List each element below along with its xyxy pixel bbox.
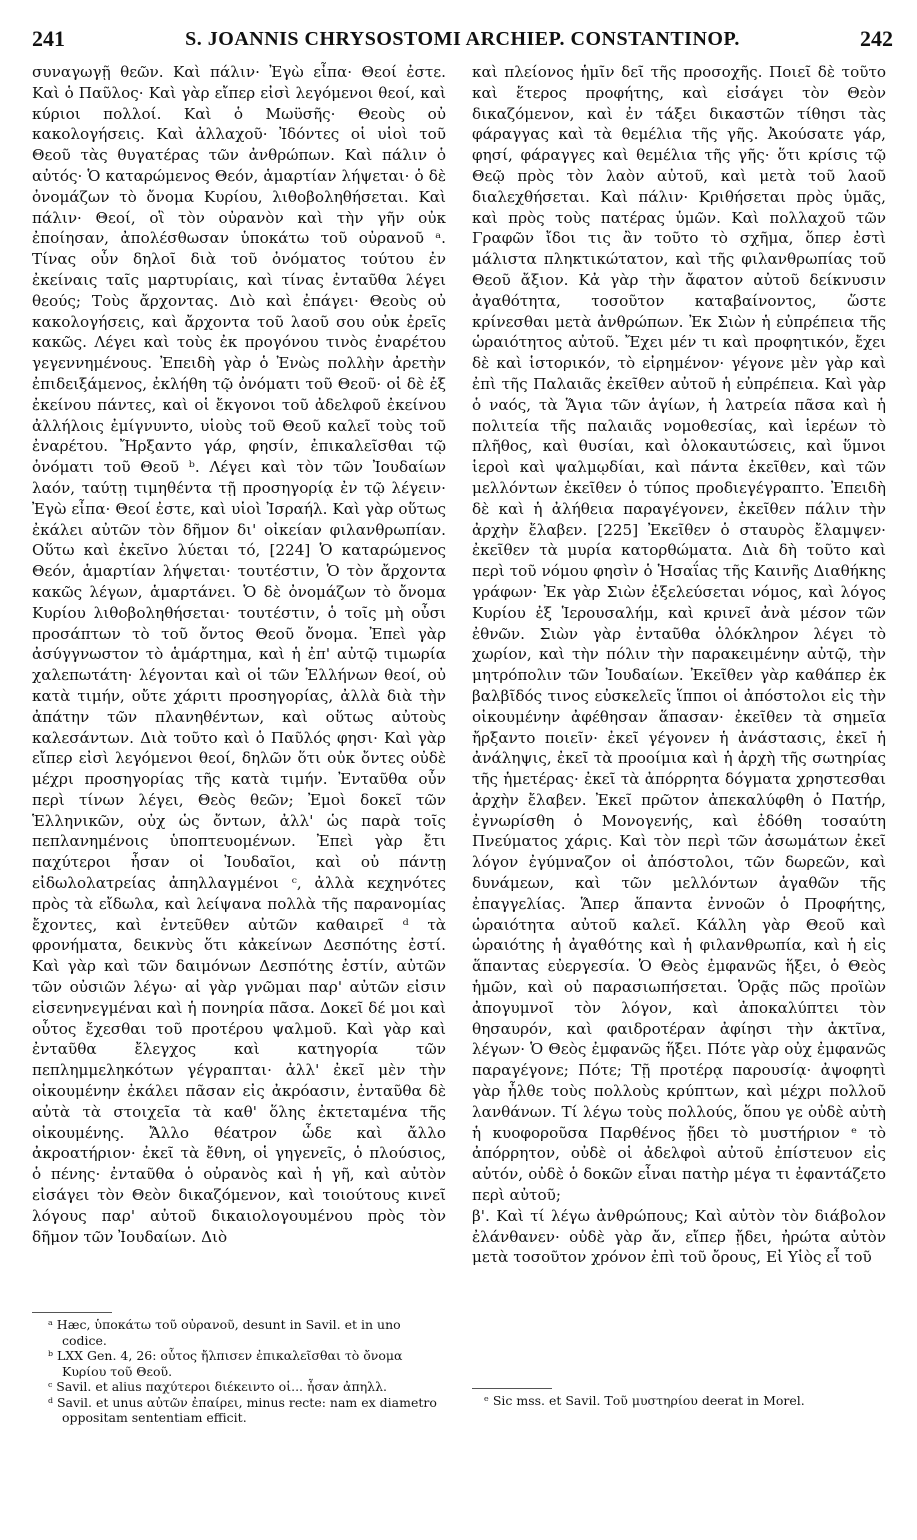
footnote-b: ᵇ LXX Gen. 4, 26: οὗτος ἤλπισεν ἐπικαλεῖσθαι τὸ ὄνομα Κυρίου τοῦ Θεοῦ.: [48, 1348, 403, 1379]
page-number-left: 241: [32, 26, 65, 51]
section-paragraph: β'. Καὶ τί λέγω ἀνθρώπους; Καὶ αὐτὸν τὸν διάβολον ἐλάνθανεν· οὐδὲ γὰρ ἄν, εἴπερ ᾔδει, ἠρώτα αὐτὸν μετὰ τοσοῦτον χρόνον ἐπὶ τοῦ ὄρους, Εἰ Υἱὸς εἶ τοῦ: [472, 1206, 886, 1267]
footnote-rule-left: [32, 1312, 112, 1313]
footnote-c: ᶜ Savil. et alius παχύτεροι διέκειντο οἱ... ἦσαν ἀπηλλ.: [48, 1379, 387, 1394]
right-column-text: καὶ πλείονος ἡμῖν δεῖ τῆς προσοχῆς. Ποιεῖ δὲ τοῦτο καὶ ἕτερος προφήτης, καὶ εἰσάγει τὸν Θεὸν δικαζόμενον, καὶ ἐν τάξει δικαστῶν τίθησι τὰς φάραγγας καὶ τὰ θεμέλια τῆς γῆς. Ἀκούσατε γάρ, φησί, φάραγγες καὶ θεμέλια τῆς γῆς· ὅτι κρίσις τῷ Θεῷ πρὸς τὸν λαὸν αὐτοῦ, καὶ μετὰ τοῦ λαοῦ διαλεχθήσεται. Καὶ πάλιν· Κριθήσεται πρὸς ὑμᾶς, καὶ πρὸς τοὺς πατέρας ὑμῶν. Καὶ πολλαχοῦ τῶν Γραφῶν ἴδοι τις ἂν τοῦτο τὸ σχῆμα, ὅπερ ἐστὶ μάλιστα πληκτικώτατον, καὶ τῆς φιλανθρωπίας τοῦ Θεοῦ ἄξιον. Κἀ γὰρ τὴν ἄφατον αὐτοῦ δείκνυσιν ἀγαθότητα, τοσοῦτον καταβαίνοντος, ὥστε κρίνεσθαι μετὰ ἀνθρώπων. Ἐκ Σιὼν ἡ εὐπρέπεια τῆς ὡραιότητος αὐτοῦ. Ἔχει μέν τι καὶ προφητικόν, ἔχει δὲ καὶ ἱστορικόν, τὸ εἰρημένον· γέγονε μὲν γὰρ καὶ ἐπὶ τῆς Παλαιᾶς ἐκεῖθεν αὐτοῦ ἡ εὐπρέπεια. Καὶ γὰρ ὁ ναός, τὰ Ἅγια τῶν ἁγίων, ἡ λατρεία πᾶσα καὶ ἡ πολιτεία τῆς παλαιᾶς νομοθεσίας, καὶ ἱερέων τὸ πλῆθος, καὶ θυσίαι, καὶ ὁλοκαυτώσεις, καὶ ὕμνοι ἱεροὶ καὶ ψαλμῳδίαι, καὶ πάντα ἐκεῖθεν, καὶ τῶν μελλόντων ἐκεῖθεν ὁ τύπος προδιεγέγραπτο. Ἐπειδὴ δὲ καὶ ἡ ἀλήθεια παραγέγονεν, ἐκεῖθεν πάλιν τὴν ἀρχὴν ἔλαβεν. [225] Ἐκεῖθεν ὁ σταυρὸς ἔλαμψεν· ἐκεῖθεν τὰ μυρία κατορθώματα. Διὰ δὴ τοῦτο καὶ περὶ τοῦ νόμου φησὶν ὁ Ἡσαΐας τῆς Καινῆς Διαθήκης γράφων· Ἐκ γὰρ Σιὼν ἐξελεύσεται νόμος, καὶ λόγος Κυρίου ἐξ Ἱερουσαλήμ, καὶ κρινεῖ ἀνὰ μέσον τῶν ἐθνῶν. Σιὼν γὰρ ἐνταῦθα ὁλόκληρον λέγει τὸ χωρίον, καὶ τὴν πόλιν τὴν παρακειμένην αὐτῷ, τὴν μητρόπολιν τῶν Ἰουδαίων. Ἐκεῖθεν γὰρ καθάπερ ἐκ βαλβῖδός τινος εὐσκελεῖς ἵπποι οἱ ἀπόστολοι εἰς τὴν οἰκουμένην ἀφέθησαν ἅπασαν· ἐκεῖθεν τὰ σημεῖα ἤρξαντο ποιεῖν· ἐκεῖ γέγονεν ἡ ἀνάστασις, ἐκεῖ ἡ ἀνάληψις, ἐκεῖ τὰ προοίμια καὶ ἡ ἀρχὴ τῆς σωτηρίας τῆς ἡμετέρας· ἐκεῖ τὰ ἀπόρρητα δόγματα χρηστεσθαι ἀρχὴν ἔλαβεν. Ἐκεῖ πρῶτον ἀπεκαλύφθη ὁ Πατήρ, ἐγνωρίσθη ὁ Μονογενής, καὶ ἐδόθη τοσαύτη Πνεύματος χάρις. Καὶ τὸν περὶ τῶν ἀσωμάτων ἐκεῖ λόγον ἐγύμναζον οἱ ἀπόστολοι, τῶν δωρεῶν, καὶ δυνάμεων, καὶ τῶν μελλόντων ἀγαθῶν τῆς ἐπαγγελίας. Ἅπερ ἅπαντα ἐννοῶν ὁ Προφήτης, ὡραιότητα αὐτοῦ καλεῖ. Κάλλη γὰρ Θεοῦ καὶ ὡραιότης ἡ ἀγαθότης καὶ ἡ φιλανθρωπία, καὶ ἡ εἰς ἅπαντας εὐεργεσία. Ὁ Θεὸς ἐμφανῶς ἥξει, ὁ Θεὸς ἡμῶν, καὶ οὐ παρασιωπήσεται. Ὁρᾷς πῶς προϊὼν ἀπογυμνοῖ τὸν λόγον, καὶ ἀποκαλύπτει τὸν θησαυρόν, καὶ φαιδροτέραν ἀφίησι τὴν ἀκτῖνα, λέγων· Ὁ Θεὸς ἐμφανῶς ἥξει. Πότε γὰρ οὐχ ἐμφανῶς παραγέγονε; Πότε; Τῇ προτέρᾳ παρουσίᾳ· ἀψοφητὶ γὰρ ἦλθε τοὺς πολλοὺς κρύπτων, καὶ μέχρι πολλοῦ λανθάνων. Τί λέγω τοὺς πολλούς, ὅπου γε οὐδὲ αὐτὴ ἡ κυοφοροῦσα Παρθένος ᾔδει τὸ μυστήριον ᵉ τὸ ἀπόρρητον, οὐδὲ οἱ ἀδελφοὶ αὐτοῦ ἐπίστευον εἰς αὐτόν, οὐδὲ ὁ δοκῶν εἶναι πατὴρ μέγα τι ἐφαντάζετο περὶ αὐτοῦ;: [472, 63, 886, 1205]
page-number-right: 242: [860, 26, 893, 51]
footnote-a: ᵃ Hæc, ὑποκάτω τοῦ οὐρανοῦ, desunt in Savil. et in uno codice.: [48, 1317, 401, 1348]
footnote-e: ᵉ Sic mss. et Savil. Τοῦ μυστηρίου deerat in Morel.: [484, 1393, 805, 1408]
right-column: [472, 62, 886, 1477]
left-column: [32, 62, 446, 1477]
running-title: S. JOANNIS CHRYSOSTOMI ARCHIEP. CONSTANTINOP.: [185, 28, 740, 50]
left-column-text: συναγωγῇ θεῶν. Καὶ πάλιν· Ἐγὼ εἶπα· Θεοί ἐστε. Καὶ ὁ Παῦλος· Καὶ γὰρ εἴπερ εἰσὶ λεγόμενοι θεοί, καὶ κύριοι πολλοί. Καὶ ὁ Μωϋσῆς· Θεοὺς οὐ κακολογήσεις. Καὶ ἀλλαχοῦ· Ἰδόντες οἱ υἱοὶ τοῦ Θεοῦ τὰς θυγατέρας τῶν ἀνθρώπων. Καὶ πάλιν ὁ αὐτός· Ὁ καταρώμενος Θεόν, ἁμαρτίαν λήψεται· ὁ δὲ ὀνομάζων τὸ ὄνομα Κυρίου, λιθοβοληθήσεται. Καὶ πάλιν· Θεοί, οἳ τὸν οὐρανὸν καὶ τὴν γῆν οὐκ ἐποίησαν, ἀπολέσθωσαν ὑποκάτω τοῦ οὐρανοῦ ᵃ. Τίνας οὖν δηλοῖ διὰ τοῦ ὀνόματος τούτου ἐν ἐκείναις ταῖς μαρτυρίαις, καὶ τίνας ἐνταῦθα λέγει θεούς; Τοὺς ἄρχοντας. Διὸ καὶ ἐπάγει· Θεοὺς οὐ κακολογήσεις, καὶ ἄρχοντα τοῦ λαοῦ σου οὐκ ἐρεῖς κακῶς. Λέγει καὶ τοὺς ἐκ προγόνου τινὸς ἐναρέτου γεγεννημένους. Ἐπειδὴ γὰρ ὁ Ἐνὼς πολλὴν ἀρετὴν ἐπιδειξάμενος, ἐκλήθη τῷ ὀνόματι τοῦ Θεοῦ· οἱ δὲ ἐξ ἐκείνου πάντες, καὶ οἱ ἔκγονοι τοῦ ἀδελφοῦ ἐκείνου ἀλλήλοις ἐμίγνυντο, υἱοὺς τοῦ Θεοῦ καλεῖ τοὺς τοῦ ἐναρέτου. Ἤρξαντο γάρ, φησίν, ἐπικαλεῖσθαι τῷ ὀνόματι τοῦ Θεοῦ ᵇ. Λέγει καὶ τὸν τῶν Ἰουδαίων λαόν, ταύτῃ τιμηθέντα τῇ προσηγορίᾳ ἐν τῷ λέγειν· Ἐγὼ εἶπα· Θεοί ἐστε, καὶ υἱοὶ Ἰσραήλ. Καὶ γὰρ οὕτως ἐκάλει αὐτῶν τὸν δῆμον δι' οἰκείαν φιλανθρωπίαν. Οὕτω καὶ ἐκεῖνο λύεται τό, [224] Ὁ καταρώμενος Θεόν, ἁμαρτίαν λήψεται· τουτέστιν, Ὁ τὸν ἄρχοντα κακῶς λέγων, ἁμαρτάνει. Ὁ δὲ ὀνομάζων τὸ ὄνομα Κυρίου λιθοβοληθήσεται· τουτέστιν, ὁ τοῖς μὴ οὖσι προσάπτων τὸ τοῦ ὄντος Θεοῦ ὄνομα. Ἐπεὶ γὰρ ἀσύγγνωστον τὸ ἁμάρτημα, καὶ ἡ ἐπ' αὐτῷ τιμωρία χαλεπωτάτη· λέγονται καὶ οἱ τῶν Ἑλλήνων θεοί, οὐ κατὰ τιμήν, οὔτε χάριτι προσηγορίας, ἀλλὰ διὰ τὴν ἀπάτην τῶν πλανηθέντων, καὶ οὕτως αὐτοὺς καλεσάντων. Διὰ τοῦτο καὶ ὁ Παῦλός φησι· Καὶ γὰρ εἴπερ εἰσὶ λεγόμενοι θεοί, δηλῶν ὅτι οὐκ ὄντες οὐδὲ μέχρι προσηγορίας τῆς κατὰ τιμήν. Ἐνταῦθα οὖν περὶ τίνων λέγει, Θεὸς θεῶν; Ἐμοὶ δοκεῖ τῶν Ἑλληνικῶν, οὐχ ὡς ὄντων, ἀλλ' ὡς παρὰ τοῖς πεπλανημένοις ὑποπτευομένων. Ἐπεὶ γὰρ ἔτι παχύτεροι ἦσαν οἱ Ἰουδαῖοι, καὶ οὐ πάντῃ εἰδωλολατρείας ἀπηλλαγμένοι ᶜ, ἀλλὰ κεχηνότες πρὸς τὰ εἴδωλα, καὶ λείψανα πολλὰ τῆς παρανομίας ἔχοντες, καὶ ἐντεῦθεν αὐτῶν καθαιρεῖ ᵈ τὰ φρονήματα, δεικνὺς ὅτι κἀκείνων Δεσπότης ἐστί. Καὶ γὰρ καὶ τῶν δαιμόνων Δεσπότης ἐστίν, αὐτῶν τῶν οὐσιῶν λέγω· αἱ γὰρ γνῶμαι παρ' αὐτῶν εἰσιν εἰσενηνεγμέναι καὶ ἡ πονηρία πᾶσα. Δοκεῖ δέ μοι καὶ οὗτος ἔχεσθαι τοῦ προτέρου ψαλμοῦ. Καὶ γὰρ καὶ ἐνταῦθα ἔλεγχος καὶ κατηγορία τῶν πεπλημμεληκότων γέγραπται· ἀλλ' ἐκεῖ μὲν τὴν οἰκουμένην ἐκάλει πᾶσαν εἰς ἀκρόασιν, ἐνταῦθα δὲ αὐτὰ τὰ στοιχεῖα τὰ καθ' ὅλης ἐκτεταμένα τῆς οἰκουμένης. Ἄλλο θέατρον ὧδε καὶ ἄλλο ἀκροατήριον· ἐκεῖ τὰ ἔθνη, οἱ γηγενεῖς, ὁ πλούσιος, ὁ πένης· ἐνταῦθα ὁ οὐρανὸς καὶ ἡ γῆ, καὶ αὐτὸν εἰσάγει τὸν Θεὸν δικαζόμενον, καὶ τοιούτους κινεῖ λόγους παρ' αὐτοῦ δικαιολογουμένου πρὸς τὸν δῆμον τῶν Ἰουδαίων. Διὸ: [32, 63, 446, 1246]
footnotes-left: [48, 1317, 443, 1426]
footnote-rule-right: [472, 1388, 552, 1389]
footnotes-right: [484, 1393, 894, 1409]
footnote-d: ᵈ Savil. et unus αὐτῶν ἐπαίρει, minus recte: nam ex diametro oppositam sententiam efficit.: [48, 1394, 437, 1425]
running-header: [32, 26, 893, 56]
